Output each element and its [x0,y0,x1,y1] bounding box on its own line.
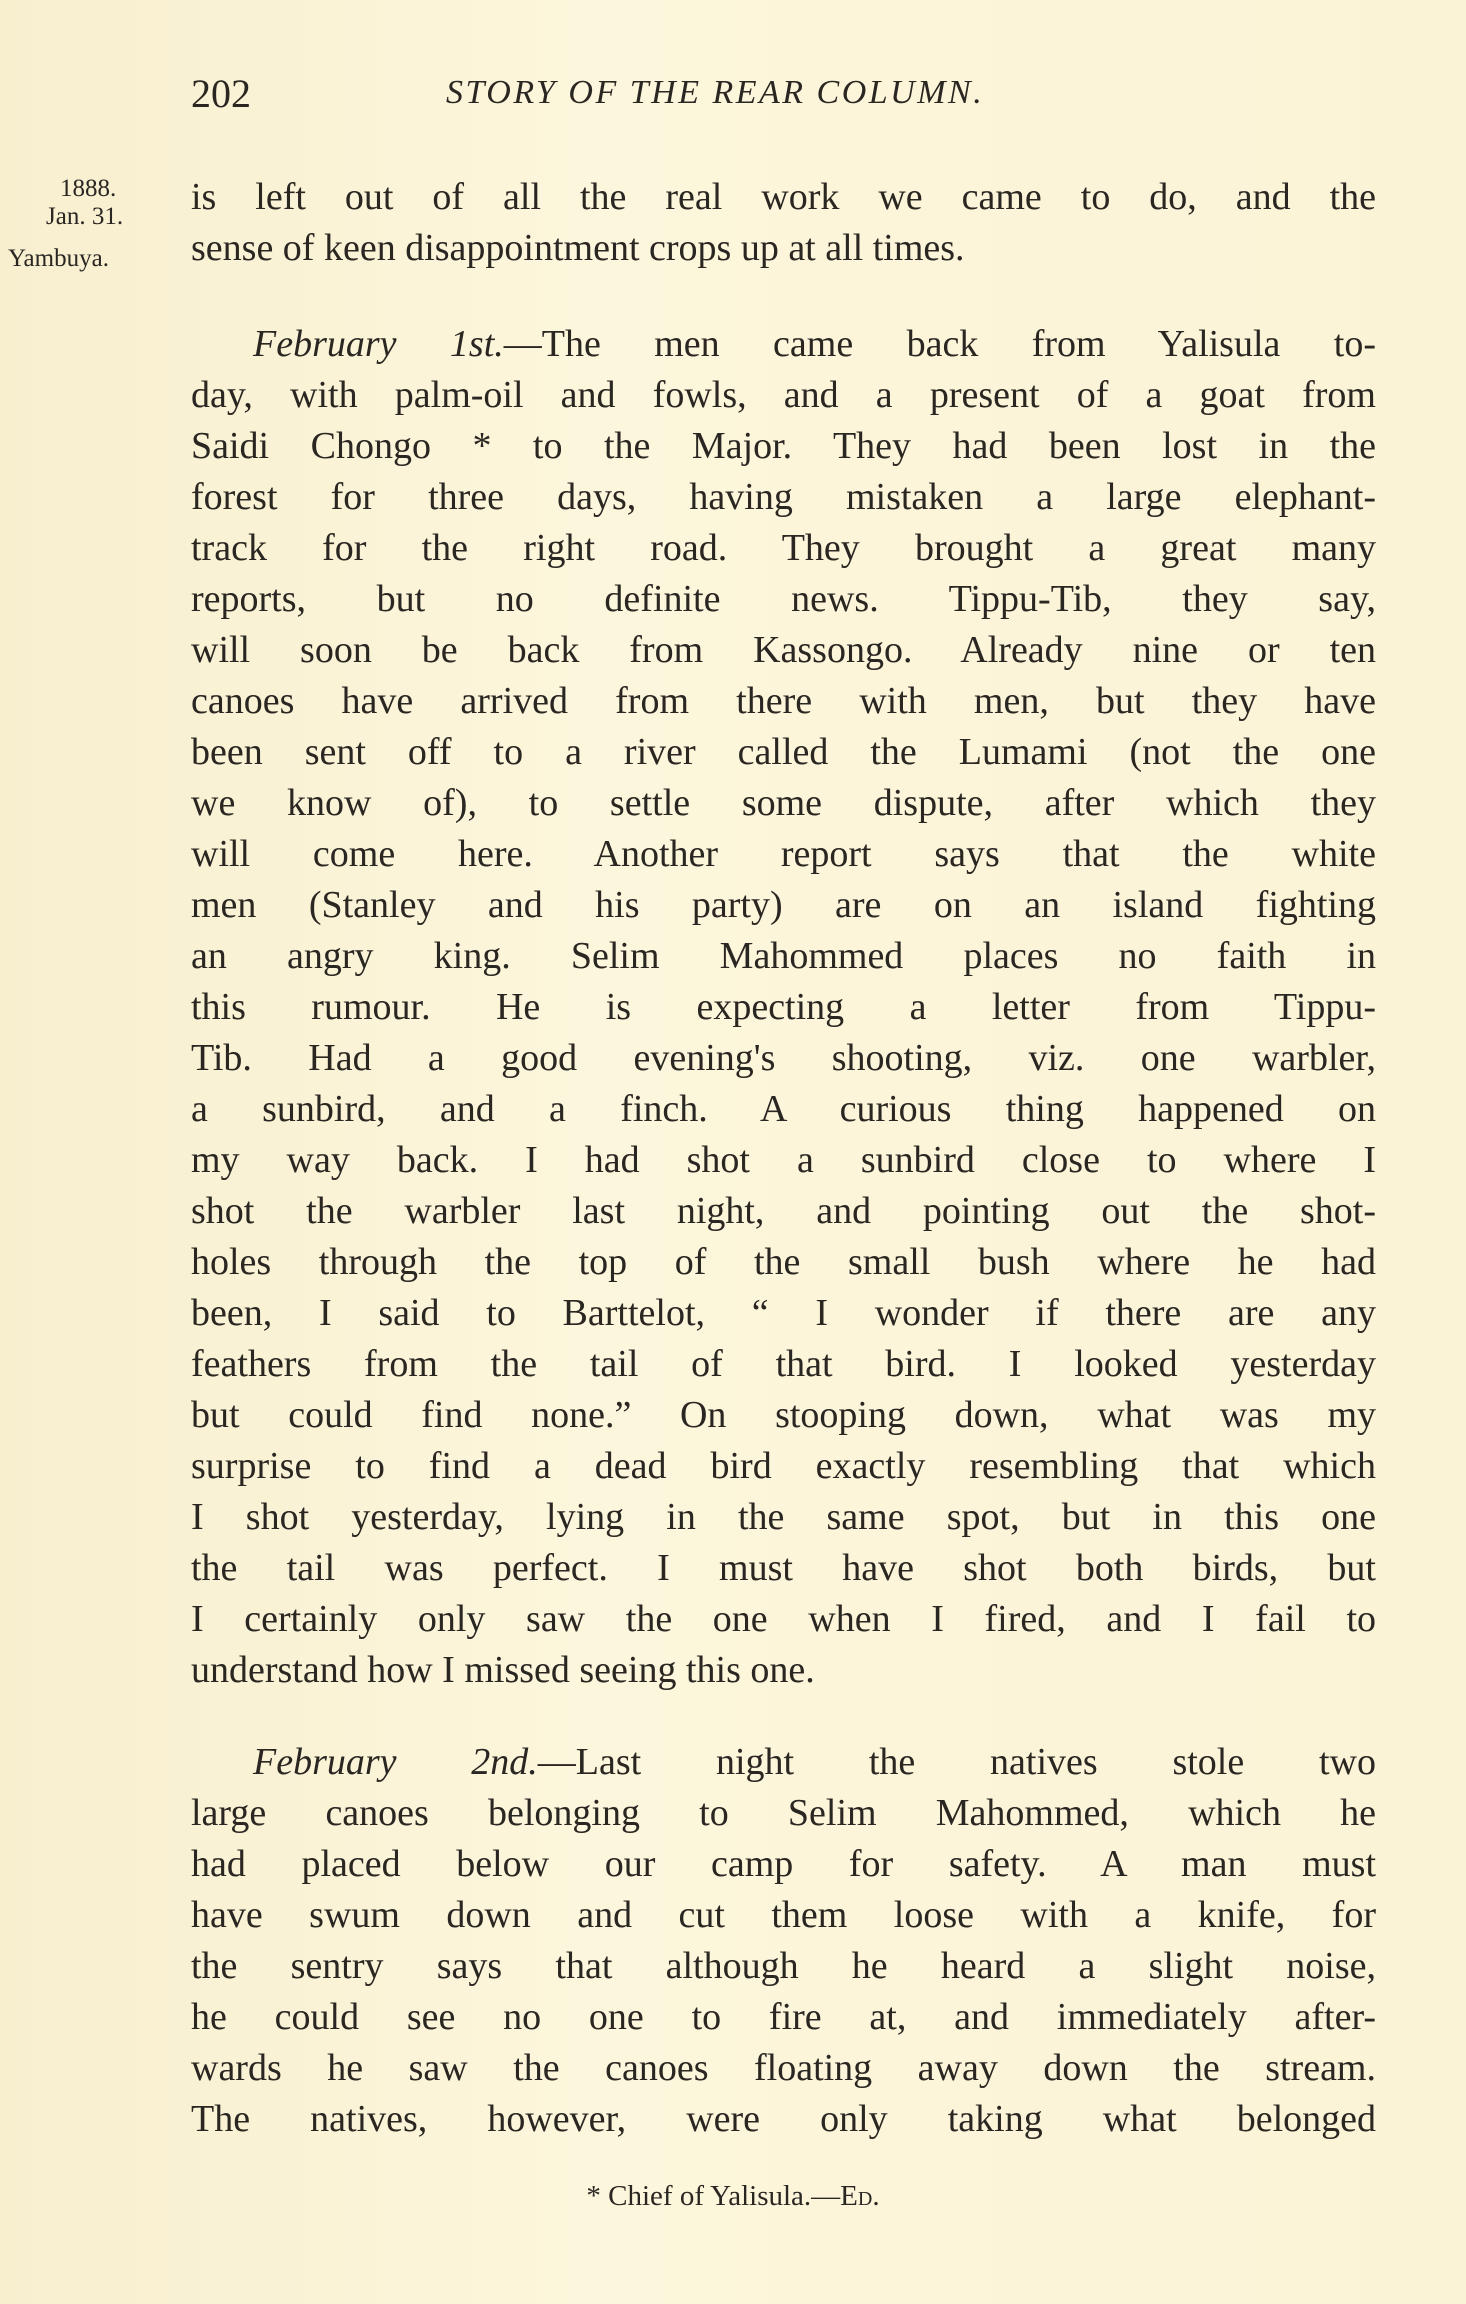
footnote-text: * Chief of Yalisula.— [586,2180,841,2212]
line-text: this rumour. He is expecting a letter from Tippu- [191,986,1376,1028]
line-text: The natives, however, were only taking what belonged [191,2098,1376,2140]
paragraph-continuation [191,172,1376,274]
line-text: men (Stanley and his party) are on an island fighting [191,884,1376,926]
margin-place: Yambuya. [8,245,109,272]
text-line [191,727,1376,778]
line-text: canoes have arrived from there with men, but they have [191,680,1376,722]
line-text: shot the warbler last night, and pointing out the shot- [191,1190,1376,1232]
margin-year: 1888. [60,175,117,202]
text-line [191,1839,1376,1890]
text-line [191,574,1376,625]
line-text: been, I said to Barttelot, “ I wonder if there are any [191,1292,1376,1334]
text-line [191,523,1376,574]
line-text: Saidi Chongo * to the Major. They had been lost in the [191,425,1376,467]
text-line [191,1941,1376,1992]
line-text: track for the right road. They brought a great many [191,527,1376,569]
text-line [191,1033,1376,1084]
paragraph-february-1st [191,319,1376,1696]
text-line [191,1441,1376,1492]
text-line [191,370,1376,421]
paragraph-february-2nd [191,1737,1376,2145]
text-line [191,1084,1376,1135]
text-line [191,172,1376,223]
text-line [191,421,1376,472]
line-text: —Last night the natives stole two [537,1741,1376,1783]
text-line [191,1645,1376,1696]
footnote-signature: Ed. [840,2180,880,2212]
text-line [191,1186,1376,1237]
line-text: he could see no one to fire at, and immediately after- [191,1996,1376,2038]
line-text: an angry king. Selim Mahommed places no faith in [191,935,1376,977]
text-line [191,1890,1376,1941]
footnote [0,2180,1466,2213]
line-text: reports, but no definite news. Tippu-Tib, they say, [191,578,1376,620]
line-text: wards he saw the canoes floating away down the stream. [191,2047,1376,2089]
text-line [191,880,1376,931]
line-text: a sunbird, and a finch. A curious thing happened on [191,1088,1376,1130]
text-line [191,472,1376,523]
text-line [191,676,1376,727]
text-line [191,1237,1376,1288]
entry-date: February 1st. [253,323,504,365]
text-line [191,1992,1376,2043]
line-text: but could find none.” On stooping down, what was my [191,1394,1376,1436]
margin-date: Jan. 31. [46,203,124,230]
line-text: I shot yesterday, lying in the same spot, but in this one [191,1496,1376,1538]
line-text: holes through the top of the small bush where he had [191,1241,1376,1283]
text-line [191,319,1376,370]
line-text: I certainly only saw the one when I fired, and I fail to [191,1598,1376,1640]
line-text: forest for three days, having mistaken a large elephant- [191,476,1376,518]
line-text: large canoes belonging to Selim Mahommed, which he [191,1792,1376,1834]
text-line [191,1492,1376,1543]
line-text: the sentry says that although he heard a slight noise, [191,1945,1376,1987]
text-line [191,1788,1376,1839]
text-line [191,223,1376,274]
text-line [191,625,1376,676]
line-text: had placed below our camp for safety. A man must [191,1843,1376,1885]
text-line [191,2094,1376,2145]
line-text: my way back. I had shot a sunbird close to where I [191,1139,1376,1181]
line-text: been sent off to a river called the Lumami (not the one [191,731,1376,773]
text-line [191,1594,1376,1645]
line-text: day, with palm-oil and fowls, and a present of a goat from [191,374,1376,416]
entry-date: February 2nd. [253,1741,538,1783]
running-title: STORY OF THE REAR COLUMN. [446,74,985,111]
line-text: feathers from the tail of that bird. I looked yesterday [191,1343,1376,1385]
line-text: understand how I missed seeing this one. [191,1649,815,1691]
line-text: —The men came back from Yalisula to- [503,323,1376,365]
line-text: sense of keen disappointment crops up at all times. [191,227,965,269]
line-text: the tail was perfect. I must have shot both birds, but [191,1547,1376,1589]
text-line [191,1288,1376,1339]
text-line [191,1390,1376,1441]
text-line [191,1737,1376,1788]
text-line [191,1543,1376,1594]
line-text: will come here. Another report says that the white [191,833,1376,875]
text-line [191,982,1376,1033]
text-line [191,778,1376,829]
page-number: 202 [191,71,251,116]
line-text: will soon be back from Kassongo. Already nine or ten [191,629,1376,671]
text-line [191,2043,1376,2094]
line-text: surprise to find a dead bird exactly resembling that which [191,1445,1376,1487]
text-line [191,931,1376,982]
line-text: we know of), to settle some dispute, after which they [191,782,1376,824]
line-text: Tib. Had a good evening's shooting, viz. one warbler, [191,1037,1376,1079]
line-text: have swum down and cut them loose with a knife, for [191,1894,1376,1936]
text-line [191,1135,1376,1186]
line-text: is left out of all the real work we came to do, and the [191,176,1376,218]
text-line [191,829,1376,880]
text-line [191,1339,1376,1390]
